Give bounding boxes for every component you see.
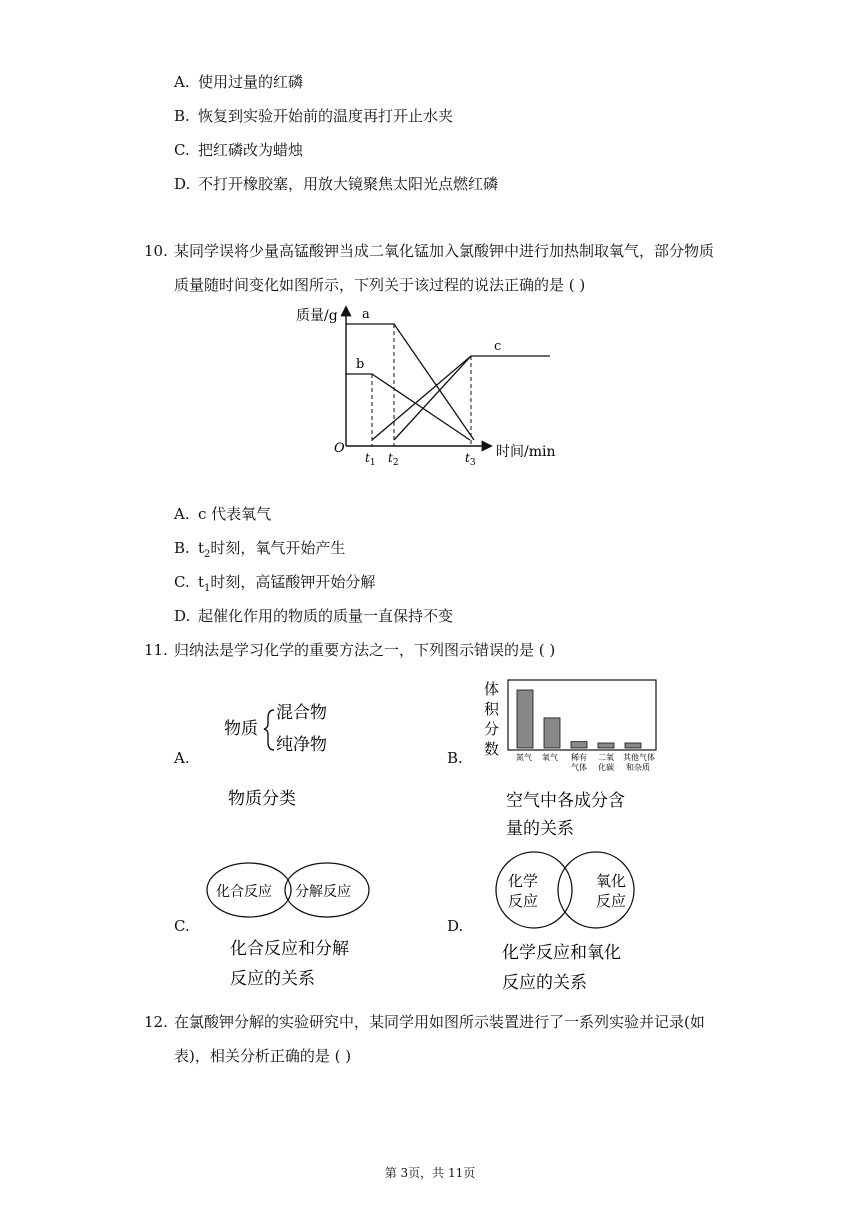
- q9-option-d: D. 不打开橡胶塞，用放大镜聚焦太阳光点燃红磷: [174, 175, 499, 193]
- q12-stem-line2: 表)，相关分析正确的是 ( ): [174, 1047, 352, 1065]
- q11-d-caption2: 反应的关系: [502, 973, 587, 993]
- q11-option-b-letter: B.: [447, 749, 463, 767]
- q11-d-circle-2-label-1: 氧化: [596, 872, 627, 890]
- q11-b-xlabel-1: 氮气: [516, 753, 532, 762]
- q11-a-branch2: 纯净物: [276, 735, 327, 755]
- q10-tick-t2: $t_2$: [388, 451, 399, 468]
- q11-c-venn-figure: [204, 860, 384, 1000]
- q11-c-caption2: 反应的关系: [230, 969, 315, 989]
- q11-a-branch1: 混合物: [276, 703, 327, 723]
- q11-d-venn-figure: [490, 850, 670, 1000]
- q11-c-caption1: 化合反应和分解: [230, 939, 349, 959]
- q11-b-xlabel-5b: 和杂质: [626, 763, 650, 772]
- q9-option-b: B. 恢复到实验开始前的温度再打开止水夹: [174, 107, 454, 125]
- q11-d-circle-1: [496, 852, 572, 928]
- q11-b-bar-2: [544, 718, 560, 748]
- q11-b-xlabel-5a: 其他气体: [623, 753, 655, 762]
- q10-option-c: C. $t_1$时刻，高锰酸钾开始分解: [174, 573, 376, 594]
- q10-tick-t3: $t_3$: [465, 451, 476, 468]
- q11-d-caption1: 化学反应和氧化: [502, 943, 621, 963]
- q11-b-xlabel-2: 氧气: [542, 753, 558, 762]
- q11-b-bar-3: [571, 742, 587, 748]
- q11-d-circle-1-label-2: 反应: [508, 892, 539, 910]
- q11-b-ylabel-3: 分: [484, 720, 500, 738]
- q10-curve-c-label: c: [494, 339, 502, 354]
- q9-option-c: C. 把红磷改为蜡烛: [174, 141, 304, 159]
- q11-b-caption1: 空气中各成分含: [506, 791, 625, 811]
- q11-b-xlabel-4b: 化碳: [598, 763, 614, 772]
- q11-b-xlabel-4a: 二氧: [598, 753, 614, 762]
- q11-c-circle-2-label: 分解反应: [295, 884, 351, 900]
- q10-graph-xlabel: 时间/min: [496, 444, 556, 460]
- q11-b-xlabel-3b: 气体: [571, 763, 587, 772]
- q10-curve-b-label: b: [356, 357, 365, 372]
- q11-b-ylabel-1: 体: [484, 680, 500, 698]
- q12-stem-line1: 12. 在氯酸钾分解的实验研究中，某同学用如图所示装置进行了一系列实验并记录(如: [144, 1013, 705, 1031]
- q11-c-circle-1-label: 化合反应: [216, 884, 272, 900]
- q10-curve-a-label: a: [362, 307, 370, 322]
- q11-a-caption: 物质分类: [228, 789, 296, 809]
- q11-a-brace: [264, 710, 274, 750]
- q10-option-a: A. c 代表氧气: [174, 505, 272, 523]
- q11-stem: 11. 归纳法是学习化学的重要方法之一，下列图示错误的是 ( ): [144, 641, 556, 659]
- q11-d-circle-2-label-2: 反应: [596, 892, 627, 910]
- q11-b-ylabel-4: 数: [484, 740, 500, 758]
- page-footer: 第 3页，共 11页: [384, 1166, 476, 1180]
- q10-graph-origin: O: [334, 441, 345, 456]
- q10-stem-line2: 质量随时间变化如图所示，下列关于该过程的说法正确的是 ( ): [174, 276, 586, 294]
- q11-option-a-letter: A.: [174, 749, 190, 767]
- q11-b-air-composition-chart: [480, 676, 670, 844]
- q10-mass-time-graph: [290, 300, 570, 468]
- q11-b-caption2: 量的关系: [506, 819, 574, 839]
- q11-b-bar-4: [598, 743, 614, 748]
- q10-option-b: B. $t_2$时刻，氧气开始产生: [174, 539, 346, 560]
- q11-b-ylabel-2: 积: [484, 700, 500, 718]
- q11-a-root: 物质: [224, 719, 258, 739]
- q11-option-d-letter: D.: [447, 917, 464, 935]
- q10-curve-rise-from-t1: [372, 356, 471, 440]
- q11-b-bars: [517, 690, 641, 748]
- q9-option-a: A. 使用过量的红磷: [174, 73, 304, 91]
- q10-option-d: D. 起催化作用的物质的质量一直保持不变: [174, 607, 454, 625]
- q10-graph-ylabel: 质量/g: [296, 308, 338, 324]
- q11-b-xlabel-3a: 稀有: [571, 753, 587, 762]
- q11-a-classification-figure: [222, 698, 372, 818]
- q10-curve-c: [394, 356, 550, 440]
- q11-d-circle-2: [558, 852, 634, 928]
- q11-b-bar-5: [625, 743, 641, 748]
- q10-tick-t1: $t_1$: [365, 451, 376, 468]
- q11-d-circle-1-label-1: 化学: [508, 872, 539, 890]
- q11-b-bar-1: [517, 690, 533, 748]
- q11-option-c-letter: C.: [174, 917, 190, 935]
- q10-stem-line1: 10. 某同学误将少量高锰酸钾当成二氧化锰加入氯酸钾中进行加热制取氧气，部分物质: [144, 242, 715, 260]
